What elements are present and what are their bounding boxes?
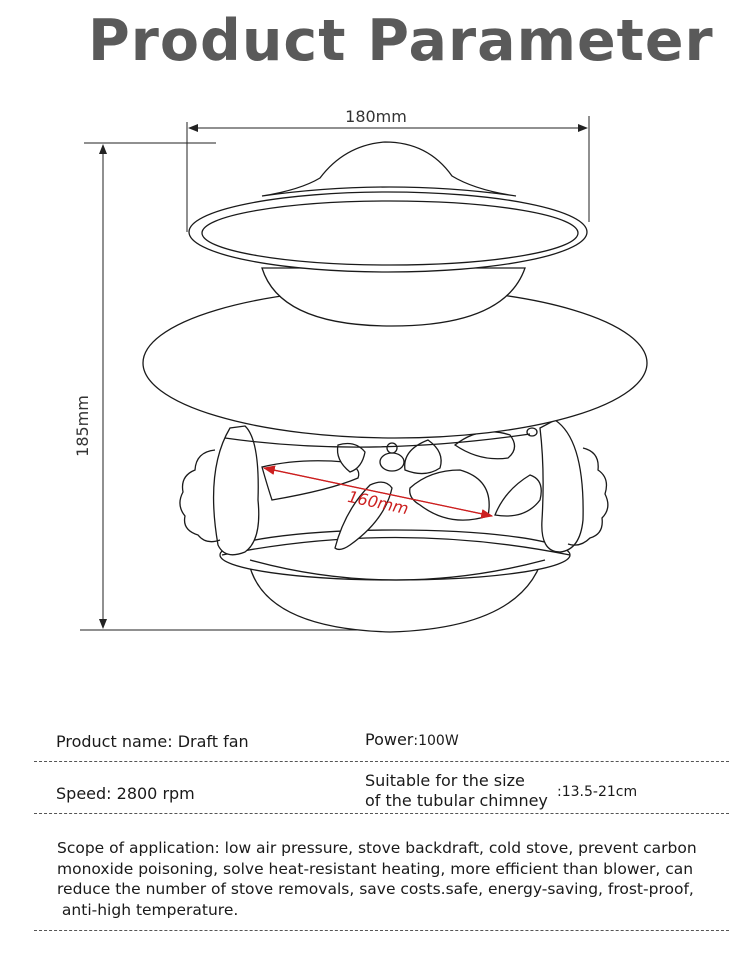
width-label: 180mm — [345, 107, 407, 126]
scope-line: anti-high temperature. — [57, 900, 239, 919]
scope-of-application — [57, 838, 732, 920]
page-title: Product Parameter — [88, 8, 714, 74]
size-label-line1: Suitable for the size — [365, 771, 525, 790]
scope-line: reduce the number of stove removals, save costs.safe, energy-saving, frost-proof, — [57, 880, 694, 898]
divider — [34, 761, 729, 762]
power-value: :100W — [413, 733, 459, 749]
size-label-line2: of the tubular chimney — [365, 791, 548, 810]
scope-line: monoxide poisoning, solve heat-resistant heating, more efficient than blower, can — [57, 859, 694, 878]
divider — [34, 813, 729, 814]
blade-label: 160mm — [345, 486, 411, 519]
power-label: Power — [365, 730, 414, 749]
divider — [34, 930, 729, 931]
product-name: Product name: Draft fan — [56, 732, 249, 751]
size-value: :13.5-21cm — [557, 784, 638, 800]
fan-body — [143, 142, 647, 632]
scope-line: Scope of application: low air pressure, stove backdraft, cold stove, prevent carbon — [57, 839, 697, 857]
power-spec — [365, 730, 459, 749]
size-spec — [365, 771, 548, 811]
speed-spec: Speed: 2800 rpm — [56, 784, 195, 803]
height-label: 185mm — [73, 395, 92, 457]
